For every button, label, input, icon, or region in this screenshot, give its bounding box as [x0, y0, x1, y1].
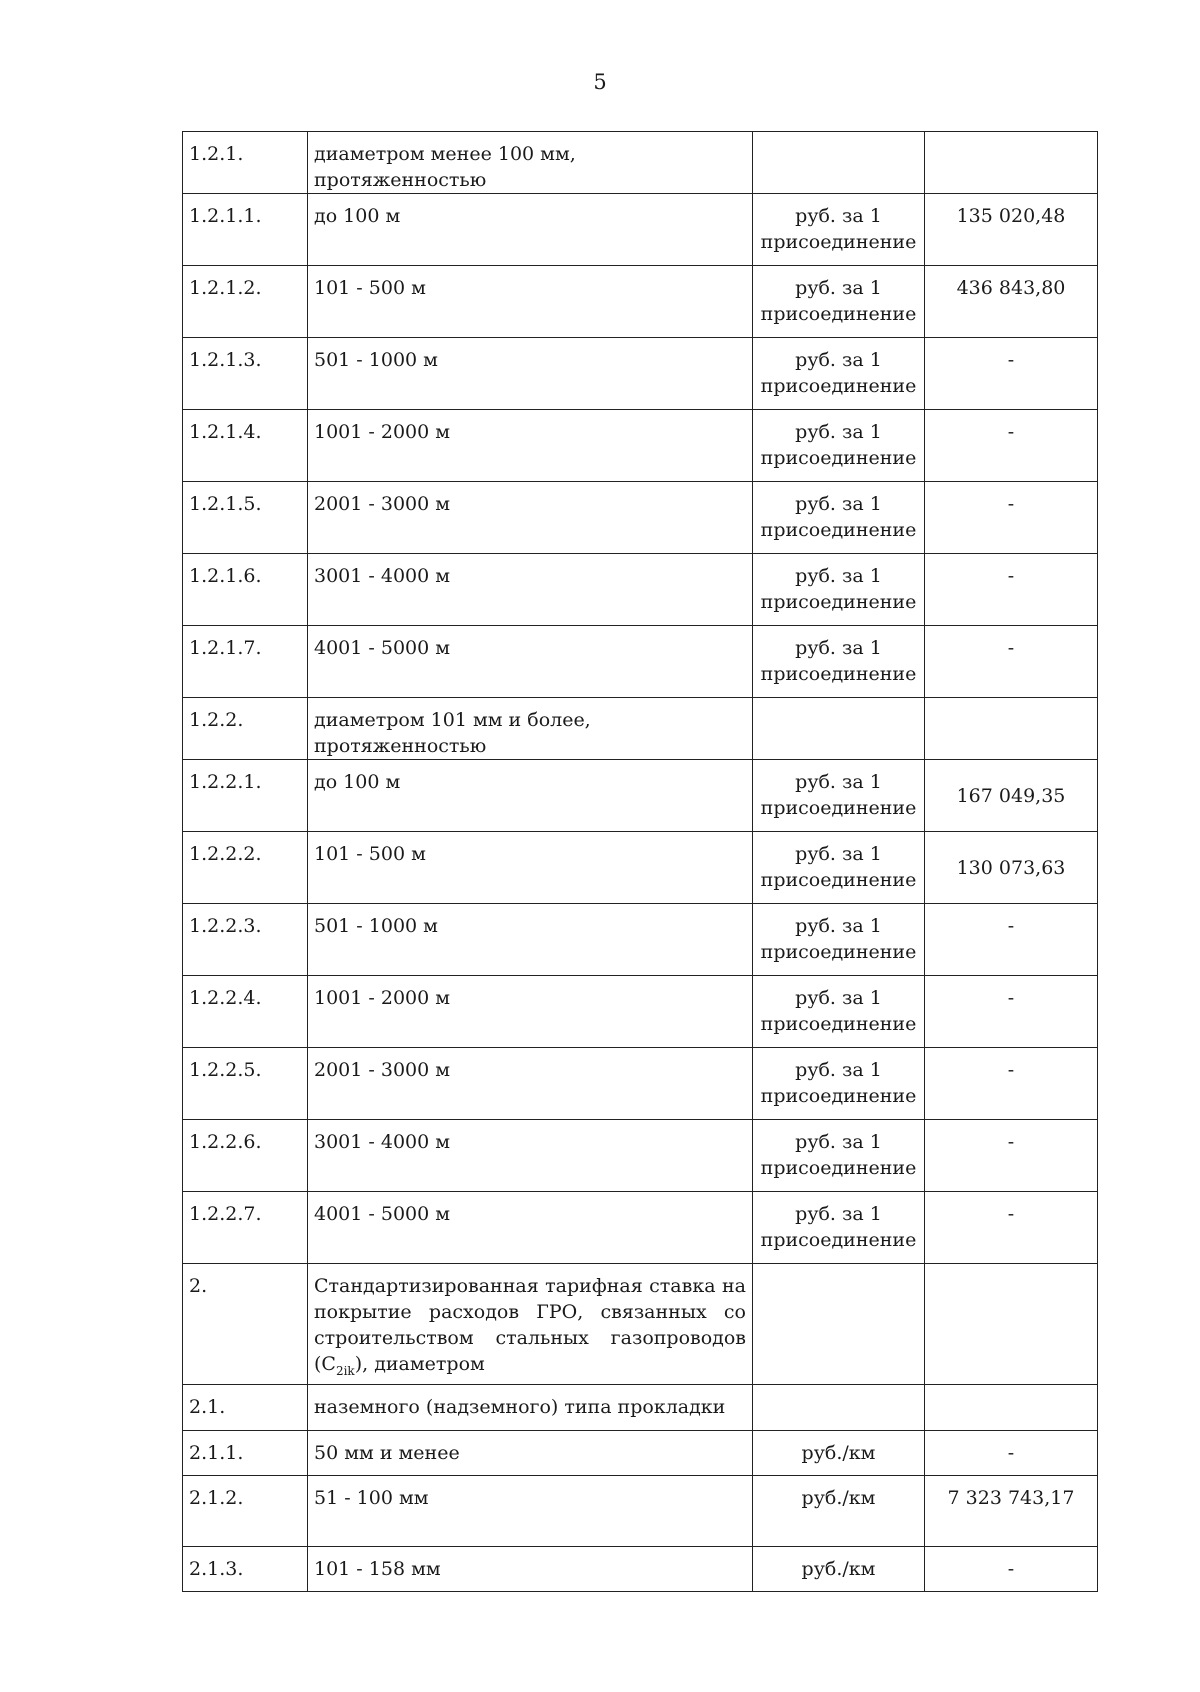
row-value	[925, 1384, 1098, 1430]
row-code: 1.2.1.7.	[183, 626, 308, 698]
row-name-text: Стандартизированная тарифная ставка на покрытие расходов ГРО, связанных со строительством стальных газопроводов (С	[314, 1275, 746, 1375]
table-row	[183, 194, 1098, 266]
table-row	[183, 338, 1098, 410]
row-value: -	[925, 904, 1098, 976]
row-code: 1.2.1.3.	[183, 338, 308, 410]
row-name-suffix: ), диаметром	[354, 1353, 485, 1375]
row-value: -	[925, 1048, 1098, 1120]
row-name: диаметром менее 100 мм, протяженностью	[308, 132, 753, 194]
row-unit: руб. за 1 присоединение	[753, 1120, 925, 1192]
row-name: 101 - 158 мм	[308, 1546, 753, 1591]
row-value: -	[925, 1430, 1098, 1475]
row-unit: руб. за 1 присоединение	[753, 976, 925, 1048]
row-code: 1.2.2.7.	[183, 1192, 308, 1264]
row-unit: руб./км	[753, 1430, 925, 1475]
table-row	[183, 760, 1098, 832]
table-row	[183, 626, 1098, 698]
row-name: 50 мм и менее	[308, 1430, 753, 1475]
row-unit	[753, 1264, 925, 1385]
row-unit: руб. за 1 присоединение	[753, 410, 925, 482]
row-unit: руб. за 1 присоединение	[753, 338, 925, 410]
row-unit: руб. за 1 присоединение	[753, 904, 925, 976]
row-unit: руб. за 1 присоединение	[753, 554, 925, 626]
row-unit: руб. за 1 присоединение	[753, 1048, 925, 1120]
row-value: -	[925, 338, 1098, 410]
table-row	[183, 1546, 1098, 1591]
table-row	[183, 832, 1098, 904]
table-row	[183, 132, 1098, 194]
row-name: наземного (надземного) типа прокладки	[308, 1384, 753, 1430]
row-name: 1001 - 2000 м	[308, 410, 753, 482]
row-unit	[753, 1384, 925, 1430]
row-value	[925, 1264, 1098, 1385]
row-name: 1001 - 2000 м	[308, 976, 753, 1048]
row-code: 1.2.1.5.	[183, 482, 308, 554]
row-name: 51 - 100 мм	[308, 1475, 753, 1546]
row-name: 2001 - 3000 м	[308, 482, 753, 554]
row-code: 1.2.1.2.	[183, 266, 308, 338]
row-name: 2001 - 3000 м	[308, 1048, 753, 1120]
row-value: 167 049,35	[925, 760, 1098, 832]
row-value: 7 323 743,17	[925, 1475, 1098, 1546]
table-row	[183, 482, 1098, 554]
row-code: 1.2.2.3.	[183, 904, 308, 976]
row-code: 1.2.1.1.	[183, 194, 308, 266]
table-row	[183, 1048, 1098, 1120]
row-code: 2.	[183, 1264, 308, 1385]
row-code: 2.1.1.	[183, 1430, 308, 1475]
row-name: диаметром 101 мм и более, протяженностью	[308, 698, 753, 760]
row-unit: руб. за 1 присоединение	[753, 832, 925, 904]
row-code: 1.2.2.	[183, 698, 308, 760]
row-name: 501 - 1000 м	[308, 904, 753, 976]
row-code: 1.2.2.5.	[183, 1048, 308, 1120]
row-value: -	[925, 976, 1098, 1048]
row-unit: руб. за 1 присоединение	[753, 194, 925, 266]
row-name: 501 - 1000 м	[308, 338, 753, 410]
row-value: 135 020,48	[925, 194, 1098, 266]
row-code: 2.1.	[183, 1384, 308, 1430]
row-code: 2.1.3.	[183, 1546, 308, 1591]
row-name: до 100 м	[308, 194, 753, 266]
table-row	[183, 1120, 1098, 1192]
row-value: 436 843,80	[925, 266, 1098, 338]
table-row	[183, 976, 1098, 1048]
row-name	[308, 1264, 753, 1385]
row-code: 1.2.2.6.	[183, 1120, 308, 1192]
row-unit	[753, 132, 925, 194]
table-row	[183, 1384, 1098, 1430]
row-name: до 100 м	[308, 760, 753, 832]
row-name-subscript: 2ik	[335, 1363, 355, 1378]
row-unit: руб./км	[753, 1546, 925, 1591]
row-name: 4001 - 5000 м	[308, 1192, 753, 1264]
table-row	[183, 266, 1098, 338]
row-value: -	[925, 1120, 1098, 1192]
table-row	[183, 698, 1098, 760]
row-value: -	[925, 626, 1098, 698]
row-code: 1.2.1.4.	[183, 410, 308, 482]
row-value: -	[925, 1192, 1098, 1264]
table-row	[183, 1264, 1098, 1385]
row-value: -	[925, 554, 1098, 626]
row-code: 2.1.2.	[183, 1475, 308, 1546]
row-unit: руб. за 1 присоединение	[753, 1192, 925, 1264]
row-code: 1.2.1.6.	[183, 554, 308, 626]
row-value	[925, 132, 1098, 194]
row-value	[925, 698, 1098, 760]
row-value: -	[925, 410, 1098, 482]
table-row	[183, 554, 1098, 626]
table-row	[183, 1192, 1098, 1264]
row-unit: руб. за 1 присоединение	[753, 760, 925, 832]
row-value: -	[925, 1546, 1098, 1591]
row-unit: руб. за 1 присоединение	[753, 626, 925, 698]
table-row	[183, 1430, 1098, 1475]
row-code: 1.2.2.2.	[183, 832, 308, 904]
row-name: 3001 - 4000 м	[308, 554, 753, 626]
row-code: 1.2.1.	[183, 132, 308, 194]
row-code: 1.2.2.4.	[183, 976, 308, 1048]
row-name: 4001 - 5000 м	[308, 626, 753, 698]
row-name: 101 - 500 м	[308, 832, 753, 904]
row-value: -	[925, 482, 1098, 554]
table-row	[183, 904, 1098, 976]
row-unit	[753, 698, 925, 760]
row-value: 130 073,63	[925, 832, 1098, 904]
row-unit: руб./км	[753, 1475, 925, 1546]
row-name: 3001 - 4000 м	[308, 1120, 753, 1192]
row-name: 101 - 500 м	[308, 266, 753, 338]
table-row	[183, 410, 1098, 482]
tariff-table	[182, 131, 1098, 1592]
row-unit: руб. за 1 присоединение	[753, 266, 925, 338]
row-unit: руб. за 1 присоединение	[753, 482, 925, 554]
table-row	[183, 1475, 1098, 1546]
row-code: 1.2.2.1.	[183, 760, 308, 832]
page-number: 5	[593, 70, 607, 94]
